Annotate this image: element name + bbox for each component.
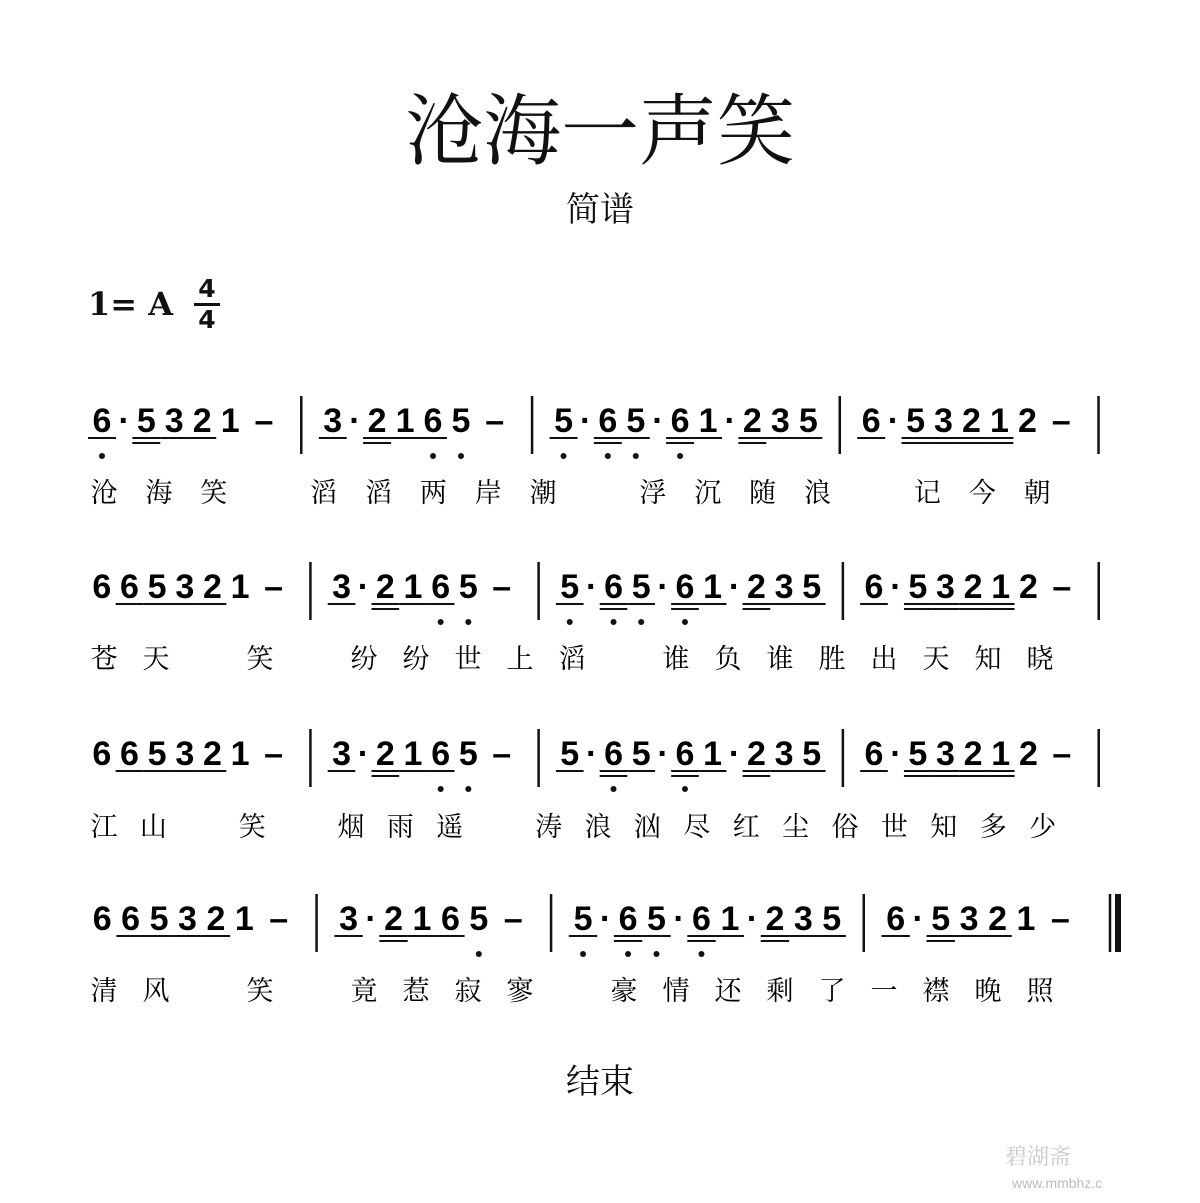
lyric-char: 朝 [1023,478,1051,509]
low-octave-dot [567,619,573,625]
subtitle: 简谱 [566,190,634,230]
lyric-char: 烟 [337,812,365,843]
note: 6 [692,900,711,938]
dot: · [599,900,612,938]
note: 5 [147,735,167,773]
lyric-char: 出 [870,644,898,675]
watermark-name: 碧湖斋 [1005,1145,1072,1170]
note: 5 [931,900,951,938]
note: 6 [121,900,141,938]
lyric-char: 汹 [633,812,661,843]
dot: · [724,402,736,440]
note: 1 [403,735,423,773]
low-octave-dot [625,951,631,957]
low-octave-dot [438,619,444,625]
note: 1 [703,735,723,773]
sustain-dash: – [1050,900,1070,938]
note: 6 [92,568,112,606]
dot: · [580,402,592,440]
lyric-char: 世 [454,644,482,675]
lyric-char: 惹 [402,976,430,1007]
dot: · [585,735,598,773]
note: 6 [604,568,623,606]
lyric-char: 多 [979,812,1007,843]
note: 5 [908,735,928,773]
lyric-char: 一 [870,976,898,1007]
dot: · [912,900,924,938]
note: 5 [906,402,925,440]
note: 6 [604,735,623,773]
low-octave-dot [633,453,639,459]
note: 3 [934,402,953,440]
lyric-char: 晚 [974,976,1002,1007]
low-octave-dot [698,951,704,957]
low-octave-dot [476,951,482,957]
lyric-char: 今 [968,478,996,509]
note: 6 [864,735,884,773]
lyric-char: 山 [139,812,167,843]
lyric-char: 红 [732,812,760,843]
lyric-char: 俗 [831,812,859,843]
note: 6 [423,402,443,440]
note: 5 [647,900,666,938]
lyric-char: 涛 [535,812,563,843]
lyric-char: 情 [662,976,690,1007]
note: 3 [339,900,359,938]
note: 1 [234,900,254,938]
lyric-char: 遥 [436,812,464,843]
sustain-dash: – [485,402,505,440]
sustain-dash: – [1051,402,1071,440]
lyric-char: 还 [714,976,742,1007]
lyric-char: 笑 [246,644,274,675]
note: 6 [675,735,695,773]
note: 2 [1017,402,1037,440]
lyric-char: 滔 [364,478,392,509]
note: 5 [802,568,822,606]
sustain-dash: – [1052,568,1072,606]
note: 6 [92,402,112,440]
note: 6 [861,402,881,440]
note: 1 [1016,900,1036,938]
note: 3 [935,735,955,773]
note: 5 [451,402,471,440]
note: 2 [1018,568,1038,606]
note: 3 [175,568,195,606]
lyric-char: 潮 [529,478,557,509]
lyric-char: 寥 [506,976,534,1007]
dot: · [890,735,902,773]
dot: · [585,568,598,606]
note: 5 [136,402,156,440]
lyric-char: 尘 [782,812,810,843]
note: 1 [230,568,250,606]
lyric-char: 笑 [238,812,266,843]
note: 5 [908,568,928,606]
lyric-char: 苍 [90,644,118,675]
note: 6 [431,568,451,606]
lyric-char: 少 [1029,812,1057,843]
lyric-char: 了 [818,976,846,1007]
lyric-char: 寂 [454,976,482,1007]
lyric-char: 清 [90,976,118,1007]
lyric-char: 雨 [386,812,414,843]
lyric-char: 浮 [639,478,667,509]
low-octave-dot [458,453,464,459]
note: 5 [149,900,169,938]
note: 2 [746,735,766,773]
note: 6 [120,735,139,773]
note: 1 [412,900,432,938]
ending-text: 结束 [566,1062,634,1102]
note: 1 [230,735,250,773]
note: 5 [626,402,646,440]
note: 3 [332,735,352,773]
lyric-char: 尽 [683,812,711,843]
low-octave-dot [438,786,444,792]
low-octave-dot [682,786,688,792]
note: 2 [192,402,212,440]
low-octave-dot [430,453,436,459]
note: 1 [703,568,723,606]
lyric-char: 随 [749,478,777,509]
watermark-url: www.mmbhz.c [1012,1175,1103,1191]
note: 6 [92,735,112,773]
lyric-char: 记 [913,478,941,509]
lyric-char: 竟 [350,976,378,1007]
note: 6 [886,900,906,938]
lyric-char: 负 [714,644,742,675]
dot: · [357,568,370,606]
note: 3 [178,900,197,938]
lyric-char: 滔 [310,478,338,509]
low-octave-dot [677,453,683,459]
low-octave-dot [465,786,471,792]
note: 5 [802,735,822,773]
song-title: 沧海一声笑 [404,87,795,177]
note: 2 [963,735,983,773]
dot: · [365,900,377,938]
note: 2 [963,568,983,606]
note: 2 [1018,735,1038,773]
lyric-char: 滔 [558,644,586,675]
note: 3 [793,900,813,938]
low-octave-dot [611,619,617,625]
low-octave-dot [580,951,586,957]
low-octave-dot [682,619,688,625]
sustain-dash: – [264,735,284,773]
sustain-dash: – [269,900,289,938]
note: 2 [206,900,226,938]
lyric-char: 豪 [610,976,638,1007]
lyric-char: 上 [506,644,534,675]
note: 3 [774,735,794,773]
note: 6 [431,735,451,773]
dot: · [657,735,669,773]
lyric-char: 照 [1026,976,1054,1007]
sustain-dash: – [492,735,512,773]
lyric-char: 晓 [1026,644,1054,675]
dot: · [728,568,741,606]
dot: · [890,568,902,606]
note: 5 [147,568,167,606]
note: 3 [770,402,790,440]
lyric-char: 风 [142,976,170,1007]
dot: · [657,568,669,606]
lyric-char: 两 [419,478,447,509]
note: 1 [220,402,240,440]
note: 3 [959,900,979,938]
lyric-char: 沉 [694,478,722,509]
sustain-dash: – [254,402,274,440]
note: 6 [675,568,695,606]
dot: · [652,402,664,440]
note: 6 [670,402,690,440]
note: 2 [746,568,766,606]
note: 1 [720,900,740,938]
note: 2 [988,900,1008,938]
low-octave-dot [465,619,471,625]
note: 1 [403,568,423,606]
note: 6 [92,900,112,938]
low-octave-dot [561,453,567,459]
note: 6 [864,568,884,606]
note: 2 [203,568,222,606]
note: 6 [440,900,460,938]
note: 5 [560,735,580,773]
lyric-char: 浪 [804,478,832,509]
lyric-char: 岸 [474,478,502,509]
note: 2 [375,735,395,773]
note: 1 [698,402,718,440]
note: 1 [991,568,1011,606]
time-signature-bottom: 4 [198,305,216,334]
dot: · [118,402,130,440]
lyric-char: 海 [145,478,173,509]
low-octave-dot [99,453,105,459]
lyric-char: 笑 [246,976,274,1007]
lyric-char: 浪 [584,812,612,843]
lyric-char: 胜 [818,644,846,675]
note: 3 [935,568,955,606]
sustain-dash: – [503,900,523,938]
note: 5 [469,900,489,938]
note: 2 [962,402,981,440]
sustain-dash: – [1052,735,1072,773]
lyric-char: 谁 [662,644,690,675]
lyric-char: 剩 [766,976,794,1007]
note: 3 [774,568,794,606]
note: 2 [742,402,762,440]
key-signature: 1= A [88,285,174,323]
note: 1 [991,735,1011,773]
lyric-char: 纷 [402,644,430,675]
dot: · [746,900,759,938]
note: 3 [175,735,195,773]
low-octave-dot [611,786,617,792]
note: 2 [765,900,785,938]
note: 5 [822,900,842,938]
note: 3 [323,402,343,440]
note: 2 [203,735,222,773]
note: 5 [458,568,478,606]
note: 3 [164,402,184,440]
lyric-char: 纷 [350,644,378,675]
lyric-char: 世 [880,812,908,843]
sustain-dash: – [264,568,284,606]
sustain-dash: – [492,568,512,606]
dot: · [673,900,685,938]
low-octave-dot [638,619,644,625]
lyric-char: 沧 [90,478,118,509]
low-octave-dot [653,951,659,957]
dot: · [887,402,900,440]
note: 6 [120,568,139,606]
note: 3 [332,568,352,606]
note: 1 [395,402,415,440]
note: 2 [367,402,387,440]
note: 5 [573,900,593,938]
lyric-char: 笑 [200,478,228,509]
dot: · [349,402,361,440]
note: 6 [618,900,638,938]
lyric-char: 襟 [922,976,950,1007]
dot: · [728,735,741,773]
note: 2 [384,900,404,938]
note: 2 [375,568,395,606]
note: 5 [798,402,818,440]
low-octave-dot [605,453,611,459]
note: 6 [598,402,618,440]
note: 5 [554,402,573,440]
lyric-char: 天 [142,644,170,675]
note: 5 [560,568,580,606]
note: 5 [458,735,478,773]
lyric-char: 知 [930,812,958,843]
time-signature-top: 4 [198,274,216,303]
note: 5 [631,568,651,606]
lyric-char: 谁 [766,644,794,675]
lyric-char: 知 [974,644,1002,675]
note: 1 [989,402,1009,440]
note: 5 [631,735,651,773]
lyric-char: 江 [90,812,118,843]
lyric-char: 天 [922,644,950,675]
dot: · [357,735,370,773]
